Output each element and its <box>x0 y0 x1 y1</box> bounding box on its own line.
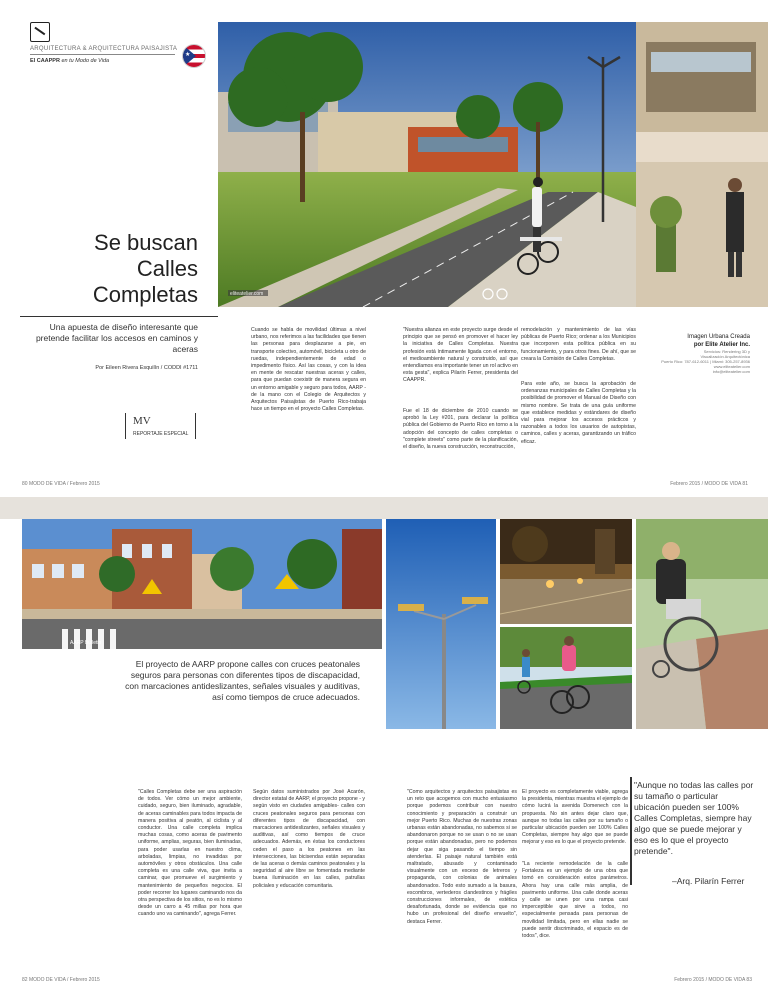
pull-quote-author: –Arq. Pilarín Ferrer <box>672 876 745 886</box>
mv-logo: MV <box>133 415 151 427</box>
section-subtitle <box>30 58 109 64</box>
body-column-3a: remodelación y mantenimiento de las vías públicas de Puerto Rico; ordenar a los Municipios que incorporen esta política pública en su funcionamiento, y para otros fines. De ahí, que se creara la Comisión de Calles Completas. <box>521 327 636 362</box>
streetlight-photo <box>386 519 496 729</box>
article-byline: Por Eileen Rivera Esquilín / CODDI #1711 <box>95 365 198 371</box>
page-folio-81: Febrero 2015 / MODO DE VIDA 81 <box>670 481 748 487</box>
brand-divider <box>30 54 175 55</box>
page-folio-83: Febrero 2015 / MODO DE VIDA 83 <box>674 977 752 983</box>
body-column-2a: "Nuestra alianza en este proyecto surge desde el principio que se pensó en promover el hacer ley la iniciativa de Calles Completas. Nuestra profesión está íntimamente ligada con el entorno, el medioambiente natural y construido, así que entendíamos era importante tener un rol activo en esta gesta", explica Pilarín Ferrer, presidenta del CAAPPR. <box>403 327 518 384</box>
spread-gutter <box>0 497 768 519</box>
headline-rule <box>20 316 218 317</box>
body-column-3b: Para este año, se busca la aprobación de ordenanzas municipales de Calles Completas y la posibilidad de promover el Manual de Diseño con mismo nombre. Se trata de una guía uniforme que establece medidas y estándares de diseño vial para mejorar los accesos prácticos y razonables a todos los usuarios de autopistas, caminos, calles y aceras, garantizando un tráfico eficaz. <box>521 381 636 445</box>
section-label: REPORTAJE ESPECIAL <box>133 431 189 437</box>
wheelchair-user-photo <box>636 519 768 729</box>
credit-small-5: info@eliteatelier.com <box>712 369 750 374</box>
body-column-2b: Fue el 18 de diciembre de 2010 cuando se aprobó la Ley #201, para declarar la política pública del Gobierno de Puerto Rico en torno a la adopción del concepto de calles completas o "complete streets" como parte de la planificación, el diseño, la nueva construcción, reconstrucción, <box>403 408 518 451</box>
article-headline <box>18 230 198 308</box>
tag-bar-right <box>195 413 196 439</box>
subtitle-rest: en tu Modo de Vida <box>59 58 110 64</box>
section-tag <box>125 413 197 439</box>
body-column-2a: El proyecto es completamente viable, agrega la presidenta, mientras muestra el ejemplo de cómo lucirá la avenida Domenech con la propuesta. No sin antes dejar claro que, aunque no todas las calles por su tamaño o particular ubicación pueden ser 100% Calles Completas, siempre hay algo que se puede mejorar y eso es lo que el proyecto pretende. <box>522 789 628 846</box>
credit-small-4: www.eliteatelier.com <box>713 364 750 369</box>
body-column-1: Cuando se habla de movilidad últimas a nivel urbano, nos referimos a las facilidades que tienen las personas para desplazarse a pie, en transporte colectivo, automóvil, bicicleta u otro de ruedas, independientemente de edad o impedimento físico. Así las cosas, y con la idea en mente de rescatar nuestras aceras y calles, para que puedan coexistir de manera segura en un entorno amigable y seguro para todos, AARP -de la mano con el Colegio de Arquitectos y Arquitectos Paisajistas de Puerto Rico-trabaja hace un tiempo en el proyecto Calles Completas. <box>251 327 366 413</box>
credit-line-2: por Elite Atelier Inc. <box>693 342 750 348</box>
headline-line-3: Completas <box>92 282 198 307</box>
caappr-logo-icon <box>30 22 50 42</box>
cyclists-photo <box>500 627 632 729</box>
credit-line-1: Imagen Urbana Creada <box>687 334 750 340</box>
aarp-image-label: AARP Bulletin <box>70 640 102 646</box>
article-deck: Una apuesta de diseño interesante que pretende facilitar los accesos en caminos y aceras <box>35 322 198 354</box>
tag-bar-left <box>125 413 126 439</box>
page-folio-82: 82 MODO DE VIDA / Febrero 2015 <box>22 977 100 983</box>
page-82 <box>0 519 386 994</box>
pull-quote: "Aunque no todas las calles por su tamaño o particular ubicación pueden ser 100% Calles Completas, siempre hay algo que se puede mejorar y eso es lo que el proyecto pretende". <box>634 780 754 856</box>
section-brand: ARQUITECTURA & ARQUITECTURA PAISAJISTA <box>30 46 178 52</box>
image-caption: El proyecto de AARP propone calles con cruces peatonales seguros para personas con diferentes tipos de discapacidad, con marcaciones antideslizantes, señales visuales y auditivas, así como tiempos de cruce adecuados. <box>125 659 360 702</box>
body-column-1: "Como arquitectos y arquitectos paisajistas es un reto que acogemos con mucho entusiasmo porque podemos contribuir con nuestro conocimiento y preparación a construir un mejor Puerto Rico. Muchas de nuestras zonas urbanas están abandonadas, no sabemos si se abandonaron porque no se usan o no se usan porque están abandonadas, pero no podemos dejar que siga pasando el tiempo sin atenderlas. El paisaje natural también está maltratado, abusado y contaminado visualmente con un exceso de letreros y propaganda, con colonias de animales abandonados. Todo esto sumado a la basura, escombros, vertederos clandestinos y frágiles construcciones informales, de estética desafortunada, donde se evidencia que no hubo un profesional del diseño envuelto", destaca Ferrer. <box>407 789 517 925</box>
body-column-2: Según datos suministrados por José Acarón, director estatal de AARP, el proyecto propone - y según visto en ciudades amigables- calles con cruces peatonales seguros para personas con diferentes tipos de discapacidad, con marcaciones antideslizantes, señales visuales y auditivas, así como tiempos de cruce adecuados. Además, en éstas los conductores ceden el paso a los peatones en las intersecciones, las bicisendas están separadas de las aceras o demás caminos peatonales y la seguridad al aire libre se fomentada mediante buena iluminación en las calles, patrullas policiales y educación comunitaria. <box>253 789 365 889</box>
hero-watermark: eliteatelier.com <box>230 291 264 297</box>
page-83 <box>386 519 768 994</box>
image-credit <box>655 333 750 374</box>
subtitle-strong: El CAAPPR <box>30 58 60 64</box>
body-column-1: "Calles Completas debe ser una aspiración de todos. Ver cómo un mejor ambiente, cuidado, seguro, bien iluminado, agradable, de aceras caminables para todos impacta de manera positiva al peatón, al ciclista y al conductor. Una calle completa implica muchas cosas, como aceras de pavimento uniforme, amplias, seguras, bien iluminadas, para poder usarlas en nuestro clima, arboladas, limpias, no invadidas por automóviles y otros obstáculos. Una calle completa es una calle viva, que invita a caminar, que promueve el surgimiento y mantenimiento de pequeños negocios. El poder recorrer los lugares caminando nos da otra perspectiva de los sitios, no es lo mismo desde un carro a 45 millas por hora que cuando uno va caminando", agrega Ferrer. <box>138 789 242 918</box>
page-80 <box>0 0 218 497</box>
pull-quote-bar <box>630 777 632 885</box>
headline-line-1: Se buscan <box>94 230 198 255</box>
hero-rendering-right <box>636 22 768 307</box>
body-column-2b: "La reciente remodelación de la calle Fortaleza es un ejemplo de una obra que tomó en consideración estos parámetros. Ahora hay una calle más amplia, de pavimento uniforme. Una calle donde aceras y calle se unen por una rampa casi imperceptible que sirve a todos, no especialmente pensada para personas de movilidad limitada, pero en ellas nadie se puede sentir discriminado, el espacio es de todos", dice. <box>522 861 628 940</box>
credit-small-3: Puerto Rico: 787-612-6011 | Miami: 305-257-8936 <box>661 359 750 364</box>
page-81 <box>218 0 768 497</box>
puerto-rico-flag-icon <box>182 44 206 68</box>
headline-line-2: Calles <box>136 256 198 281</box>
credit-small-1: Servicios: Rendering 3D y <box>703 349 750 354</box>
page-folio-80: 80 MODO DE VIDA / Febrero 2015 <box>22 481 100 487</box>
credit-small-2: Visualización Arquitectónica <box>700 354 750 359</box>
hero-rendering-image <box>218 22 636 307</box>
aarp-street-illustration <box>22 519 382 649</box>
plaza-dusk-photo <box>500 519 632 624</box>
